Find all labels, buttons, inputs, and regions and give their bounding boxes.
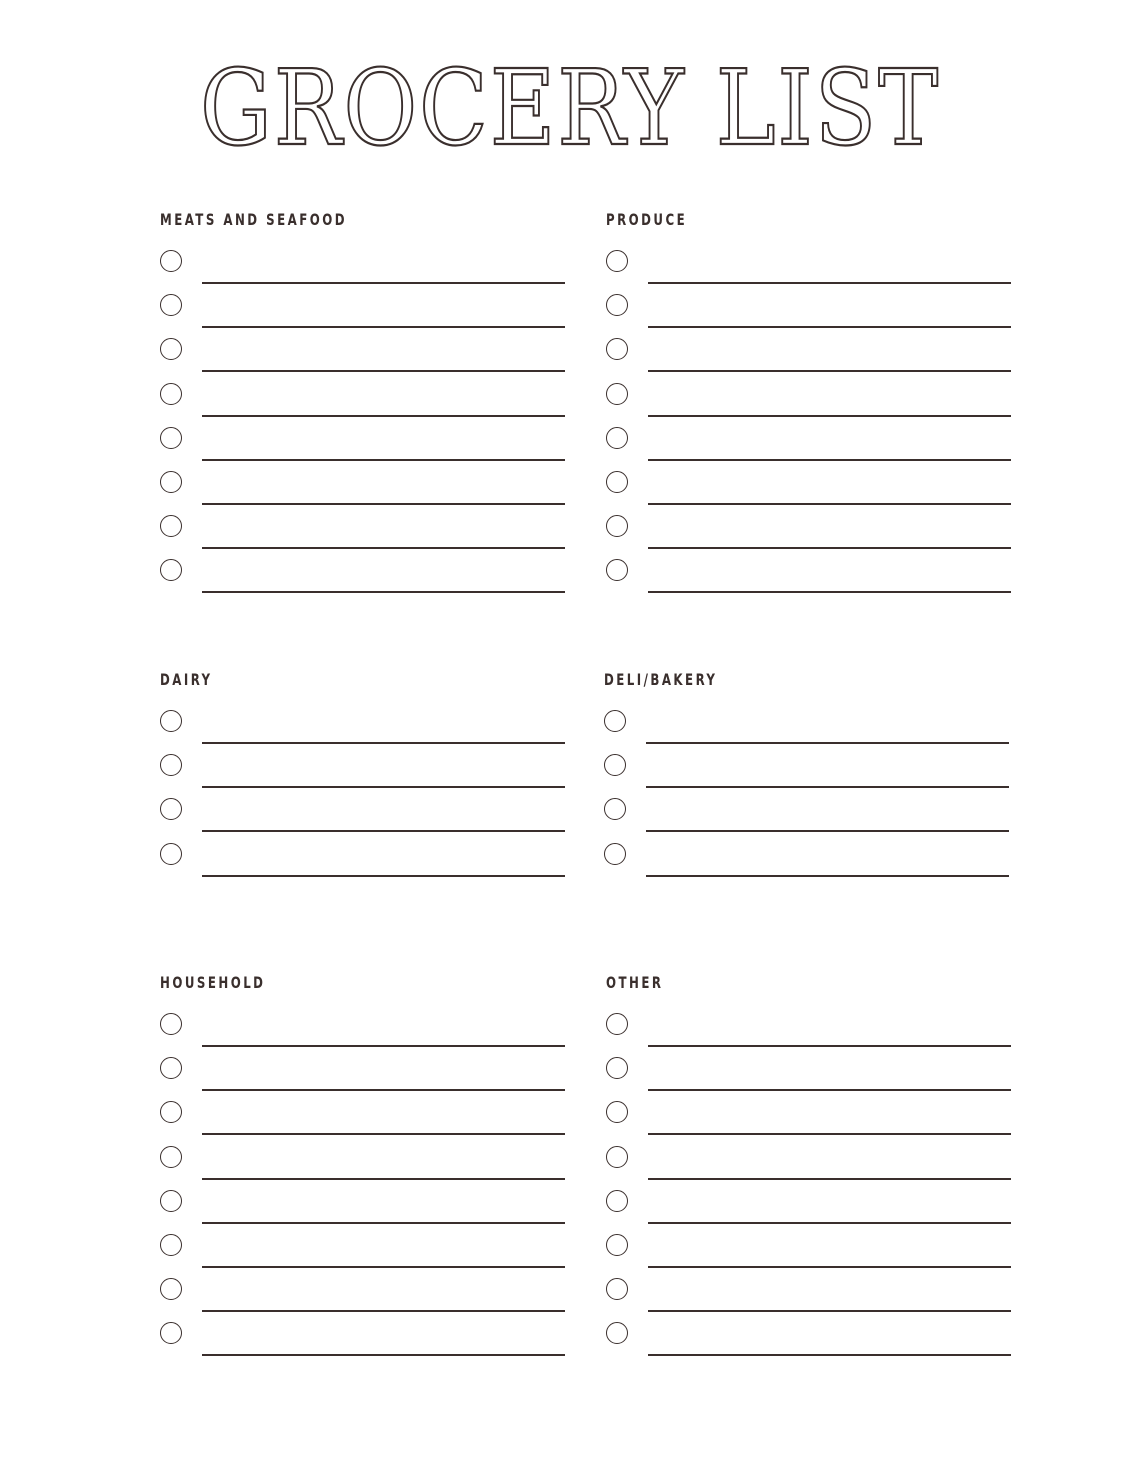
write-in-line[interactable] (648, 415, 1011, 417)
list-item (160, 1057, 570, 1101)
list-item (604, 754, 1014, 798)
checkbox-circle[interactable] (160, 710, 182, 732)
write-in-line[interactable] (202, 282, 565, 284)
section-label: HOUSEHOLD (160, 973, 266, 992)
list-item (160, 250, 570, 294)
list-item (160, 1278, 570, 1322)
list-item (606, 1278, 1016, 1322)
section-label: DELI/BAKERY (604, 670, 718, 689)
list-item (160, 427, 570, 471)
item-list (606, 1013, 1016, 1367)
checkbox-circle[interactable] (160, 1190, 182, 1212)
item-list (606, 250, 1016, 604)
checkbox-circle[interactable] (160, 1278, 182, 1300)
checkbox-circle[interactable] (606, 471, 628, 493)
list-item (606, 559, 1016, 603)
write-in-line[interactable] (202, 503, 565, 505)
write-in-line[interactable] (648, 1045, 1011, 1047)
checkbox-circle[interactable] (160, 559, 182, 581)
item-list (160, 1013, 570, 1367)
checkbox-circle[interactable] (160, 250, 182, 272)
write-in-line[interactable] (648, 370, 1011, 372)
list-item (606, 250, 1016, 294)
checkbox-circle[interactable] (606, 250, 628, 272)
list-item (160, 1013, 570, 1057)
checkbox-circle[interactable] (606, 1322, 628, 1344)
write-in-line[interactable] (202, 875, 565, 877)
checkbox-circle[interactable] (604, 710, 626, 732)
list-item (160, 1322, 570, 1366)
list-item (160, 843, 570, 887)
write-in-line[interactable] (202, 370, 565, 372)
checkbox-circle[interactable] (606, 1057, 628, 1079)
write-in-line[interactable] (202, 1178, 565, 1180)
write-in-line[interactable] (202, 1354, 565, 1356)
list-item (160, 338, 570, 382)
checkbox-circle[interactable] (160, 1013, 182, 1035)
write-in-line[interactable] (648, 1178, 1011, 1180)
list-item (606, 1146, 1016, 1190)
write-in-line[interactable] (202, 326, 565, 328)
write-in-line[interactable] (646, 786, 1009, 788)
checkbox-circle[interactable] (606, 1101, 628, 1123)
list-item (606, 294, 1016, 338)
list-item (160, 754, 570, 798)
checkbox-circle[interactable] (604, 754, 626, 776)
list-item (606, 427, 1016, 471)
list-item (606, 338, 1016, 382)
write-in-line[interactable] (648, 282, 1011, 284)
section-label: PRODUCE (606, 210, 688, 229)
section-label: DAIRY (160, 670, 213, 689)
checkbox-circle[interactable] (160, 1146, 182, 1168)
checkbox-circle[interactable] (606, 559, 628, 581)
list-item (160, 1234, 570, 1278)
list-item (604, 843, 1014, 887)
checkbox-circle[interactable] (160, 1322, 182, 1344)
write-in-line[interactable] (202, 1045, 565, 1047)
page-title-text: GROCERY LIST (200, 48, 940, 168)
checkbox-circle[interactable] (160, 427, 182, 449)
list-item (160, 559, 570, 603)
list-item (606, 1234, 1016, 1278)
list-item (160, 798, 570, 842)
write-in-line[interactable] (648, 547, 1011, 549)
checkbox-circle[interactable] (160, 843, 182, 865)
list-item (160, 294, 570, 338)
list-item (606, 1057, 1016, 1101)
write-in-line[interactable] (648, 1089, 1011, 1091)
list-item (606, 1013, 1016, 1057)
checkbox-circle[interactable] (606, 1278, 628, 1300)
write-in-line[interactable] (646, 742, 1009, 744)
checkbox-circle[interactable] (160, 754, 182, 776)
write-in-line[interactable] (202, 415, 565, 417)
list-item (160, 710, 570, 754)
list-item (160, 1101, 570, 1145)
item-list (604, 710, 1014, 887)
list-item (606, 1322, 1016, 1366)
checkbox-circle[interactable] (606, 383, 628, 405)
write-in-line[interactable] (648, 326, 1011, 328)
section-label: OTHER (606, 973, 664, 992)
write-in-line[interactable] (648, 1354, 1011, 1356)
write-in-line[interactable] (648, 1310, 1011, 1312)
checkbox-circle[interactable] (160, 1057, 182, 1079)
write-in-line[interactable] (648, 459, 1011, 461)
checkbox-circle[interactable] (160, 338, 182, 360)
checkbox-circle[interactable] (160, 294, 182, 316)
item-list (160, 250, 570, 604)
checkbox-circle[interactable] (604, 798, 626, 820)
list-item (606, 1190, 1016, 1234)
checkbox-circle[interactable] (604, 843, 626, 865)
write-in-line[interactable] (648, 591, 1011, 593)
list-item (606, 515, 1016, 559)
write-in-line[interactable] (202, 459, 565, 461)
write-in-line[interactable] (202, 786, 565, 788)
section-label: MEATS AND SEAFOOD (160, 210, 347, 229)
write-in-line[interactable] (646, 830, 1009, 832)
write-in-line[interactable] (202, 1089, 565, 1091)
checkbox-circle[interactable] (160, 515, 182, 537)
checkbox-circle[interactable] (160, 471, 182, 493)
list-item (160, 471, 570, 515)
list-item (160, 1146, 570, 1190)
write-in-line[interactable] (202, 591, 565, 593)
checkbox-circle[interactable] (606, 1013, 628, 1035)
checkbox-circle[interactable] (606, 427, 628, 449)
write-in-line[interactable] (202, 1266, 565, 1268)
list-item (606, 471, 1016, 515)
list-item (160, 1190, 570, 1234)
list-item (160, 383, 570, 427)
write-in-line[interactable] (202, 1133, 565, 1135)
list-item (604, 798, 1014, 842)
list-item (160, 515, 570, 559)
checkbox-circle[interactable] (606, 294, 628, 316)
write-in-line[interactable] (202, 742, 565, 744)
item-list (160, 710, 570, 887)
checkbox-circle[interactable] (160, 383, 182, 405)
checkbox-circle[interactable] (606, 1234, 628, 1256)
write-in-line[interactable] (646, 875, 1009, 877)
checkbox-circle[interactable] (606, 1190, 628, 1212)
write-in-line[interactable] (648, 1222, 1011, 1224)
write-in-line[interactable] (202, 830, 565, 832)
write-in-line[interactable] (648, 1133, 1011, 1135)
checkbox-circle[interactable] (606, 338, 628, 360)
list-item (606, 1101, 1016, 1145)
checkbox-circle[interactable] (606, 515, 628, 537)
list-item (606, 383, 1016, 427)
write-in-line[interactable] (202, 547, 565, 549)
checkbox-circle[interactable] (160, 1234, 182, 1256)
page-title (0, 48, 1140, 168)
write-in-line[interactable] (202, 1310, 565, 1312)
checkbox-circle[interactable] (160, 1101, 182, 1123)
checkbox-circle[interactable] (606, 1146, 628, 1168)
write-in-line[interactable] (648, 503, 1011, 505)
checkbox-circle[interactable] (160, 798, 182, 820)
write-in-line[interactable] (202, 1222, 565, 1224)
list-item (604, 710, 1014, 754)
write-in-line[interactable] (648, 1266, 1011, 1268)
